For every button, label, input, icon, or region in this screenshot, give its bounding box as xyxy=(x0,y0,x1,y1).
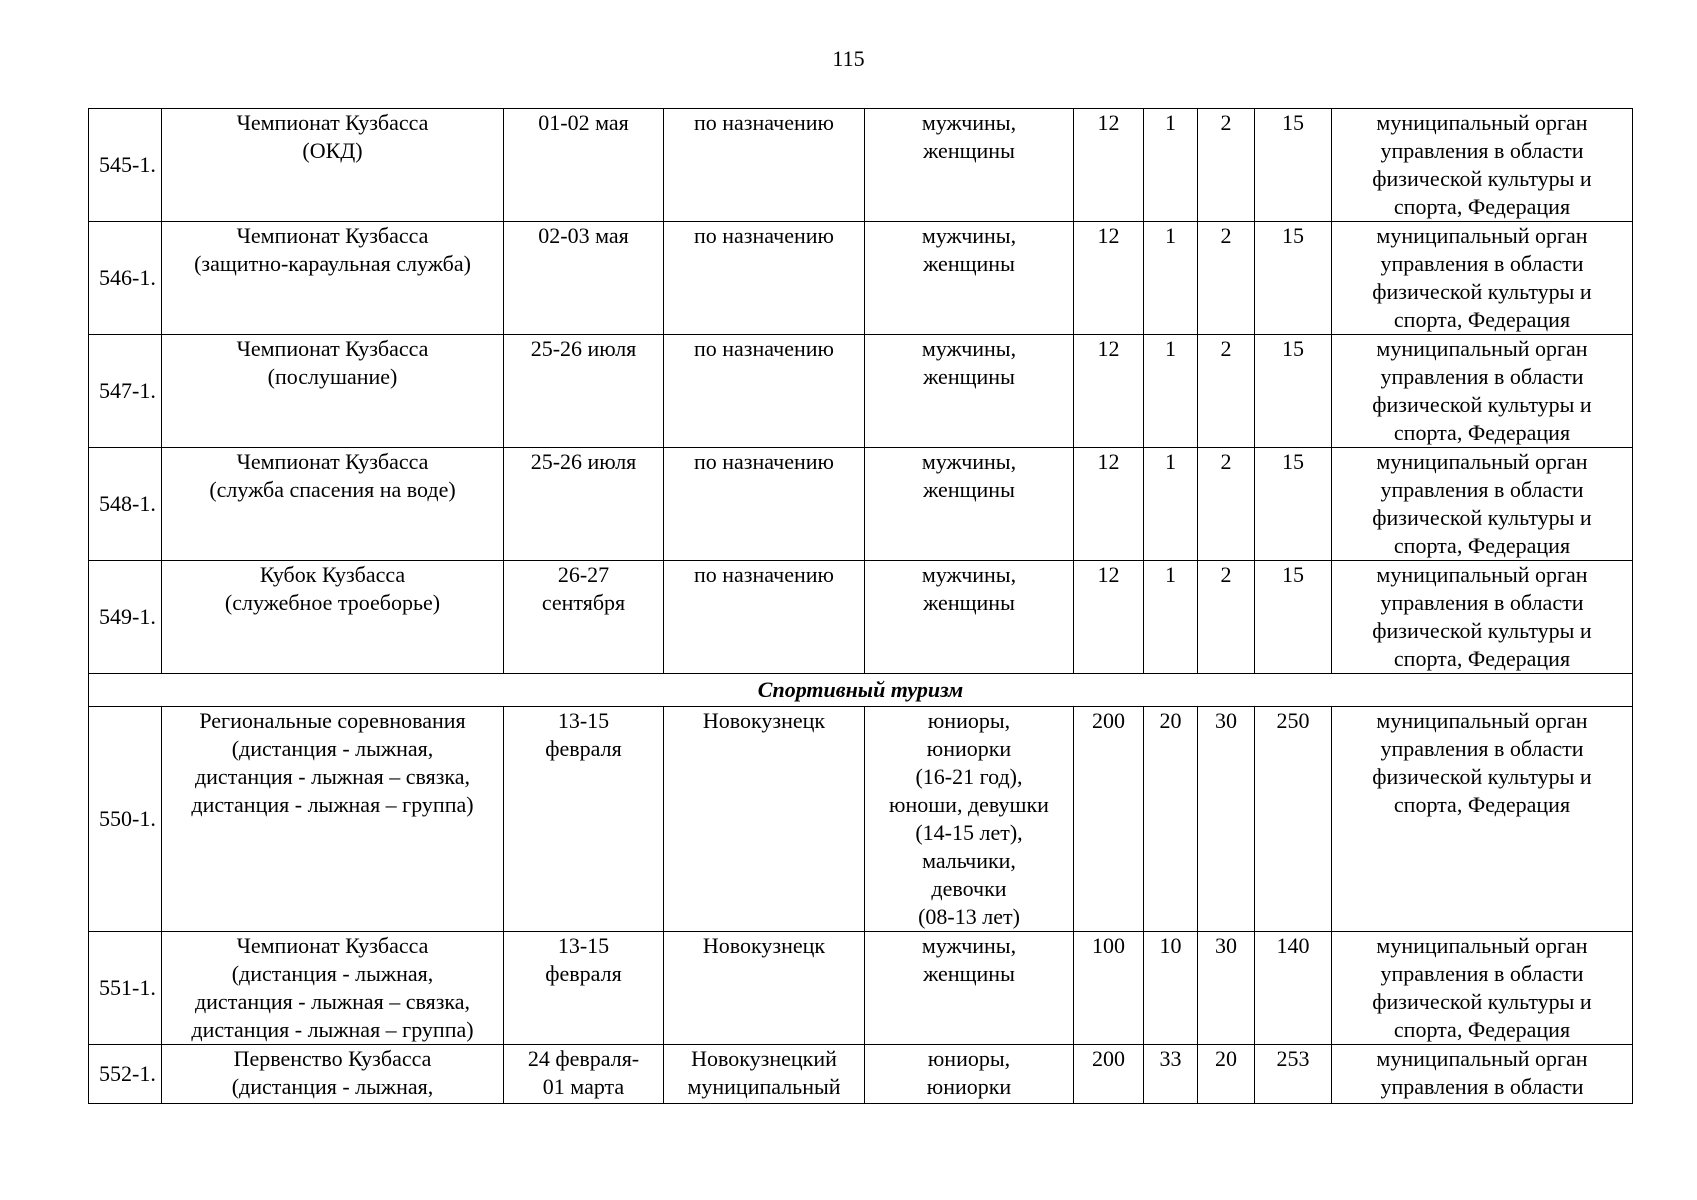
event-date xyxy=(504,448,664,561)
organizer-line: спорта, Федерация xyxy=(1393,533,1571,558)
table-row xyxy=(89,222,1633,335)
event-place xyxy=(664,707,865,932)
organizer xyxy=(1332,1045,1633,1104)
participants-line: женщины xyxy=(923,251,1015,276)
row-number: 549-1. xyxy=(89,561,162,674)
organizer-line: муниципальный орган xyxy=(1376,1046,1588,1071)
count-total: 15 xyxy=(1255,561,1332,674)
organizer-line: муниципальный орган xyxy=(1376,708,1588,733)
organizer-line: муниципальный орган xyxy=(1376,933,1588,958)
event-name-line: (защитно-караульная служба) xyxy=(194,251,471,276)
event-place xyxy=(664,109,865,222)
event-name xyxy=(162,109,504,222)
organizer-line: физической культуры и xyxy=(1372,989,1592,1014)
row-number: 547-1. xyxy=(89,335,162,448)
participants-line: юниорки xyxy=(926,736,1012,761)
event-date-line: 02-03 мая xyxy=(538,223,629,248)
organizer xyxy=(1332,335,1633,448)
organizer-line: спорта, Федерация xyxy=(1393,307,1571,332)
participants-line: (14-15 лет), xyxy=(915,820,1023,845)
event-date xyxy=(504,561,664,674)
participants xyxy=(865,1045,1074,1104)
event-place xyxy=(664,222,865,335)
organizer-line: муниципальный орган xyxy=(1376,336,1588,361)
participants-line: женщины xyxy=(923,477,1015,502)
section-title: Спортивный туризм xyxy=(89,674,1633,707)
event-date xyxy=(504,1045,664,1104)
event-place xyxy=(664,1045,865,1104)
participants xyxy=(865,932,1074,1045)
participants xyxy=(865,561,1074,674)
organizer-line: физической культуры и xyxy=(1372,392,1592,417)
participants-line: (08-13 лет) xyxy=(918,904,1020,929)
count-total: 15 xyxy=(1255,335,1332,448)
count-athletes: 12 xyxy=(1074,109,1144,222)
event-name-line: (послушание) xyxy=(267,364,398,389)
participants-line: женщины xyxy=(923,961,1015,986)
event-date xyxy=(504,707,664,932)
event-date xyxy=(504,109,664,222)
count-judges: 30 xyxy=(1198,932,1255,1045)
count-total: 140 xyxy=(1255,932,1332,1045)
table-row xyxy=(89,561,1633,674)
organizer-line: муниципальный орган xyxy=(1376,562,1588,587)
participants-line: женщины xyxy=(923,138,1015,163)
event-place xyxy=(664,448,865,561)
event-name xyxy=(162,932,504,1045)
organizer-line: физической культуры и xyxy=(1372,764,1592,789)
event-name-line: (дистанция - лыжная, xyxy=(231,961,434,986)
count-coaches: 1 xyxy=(1144,109,1198,222)
count-athletes: 100 xyxy=(1074,932,1144,1045)
organizer-line: управления в области xyxy=(1380,961,1584,986)
participants-line: мужчины, xyxy=(921,933,1017,958)
count-total: 250 xyxy=(1255,707,1332,932)
table-row xyxy=(89,1045,1633,1104)
participants-line: мужчины, xyxy=(921,110,1017,135)
event-name-line: Первенство Кузбасса xyxy=(233,1046,432,1071)
event-name xyxy=(162,1045,504,1104)
organizer-line: спорта, Федерация xyxy=(1393,646,1571,671)
event-name-line: (дистанция - лыжная, xyxy=(231,736,434,761)
count-coaches: 1 xyxy=(1144,448,1198,561)
organizer-line: управления в области xyxy=(1380,477,1584,502)
count-coaches: 10 xyxy=(1144,932,1198,1045)
organizer-line: муниципальный орган xyxy=(1376,110,1588,135)
organizer xyxy=(1332,932,1633,1045)
event-date-line: 13-15 xyxy=(557,708,610,733)
event-name-line: дистанция - лыжная – связка, xyxy=(194,764,471,789)
count-total: 15 xyxy=(1255,222,1332,335)
event-place xyxy=(664,561,865,674)
organizer-line: управления в области xyxy=(1380,251,1584,276)
participants xyxy=(865,707,1074,932)
count-total: 15 xyxy=(1255,448,1332,561)
page-number: 115 xyxy=(832,46,865,71)
row-number: 546-1. xyxy=(89,222,162,335)
row-number: 552-1. xyxy=(89,1045,162,1104)
event-place-line: муниципальный xyxy=(687,1074,841,1099)
organizer-line: муниципальный орган xyxy=(1376,449,1588,474)
participants-line: женщины xyxy=(923,590,1015,615)
participants-line: мужчины, xyxy=(921,336,1017,361)
count-judges: 2 xyxy=(1198,335,1255,448)
count-judges: 2 xyxy=(1198,561,1255,674)
count-athletes: 12 xyxy=(1074,448,1144,561)
event-name-line: (дистанция - лыжная, xyxy=(231,1074,434,1099)
count-coaches: 1 xyxy=(1144,561,1198,674)
event-name-line: дистанция - лыжная – группа) xyxy=(191,1017,474,1042)
event-name xyxy=(162,561,504,674)
events-table xyxy=(88,108,1633,1104)
count-judges: 20 xyxy=(1198,1045,1255,1104)
event-date-line: февраля xyxy=(545,961,622,986)
event-name-line: (служебное троеборье) xyxy=(224,590,441,615)
event-place-line: по назначению xyxy=(694,562,834,587)
event-name-line: Региональные соревнования xyxy=(199,708,466,733)
participants xyxy=(865,448,1074,561)
participants-line: мужчины, xyxy=(921,223,1017,248)
participants-line: мальчики, xyxy=(922,848,1016,873)
event-place-line: Новокузнецк xyxy=(702,933,826,958)
event-date xyxy=(504,932,664,1045)
organizer-line: управления в области xyxy=(1380,736,1584,761)
event-name-line: дистанция - лыжная – группа) xyxy=(191,792,474,817)
count-coaches: 1 xyxy=(1144,222,1198,335)
organizer xyxy=(1332,109,1633,222)
event-date-line: 01-02 мая xyxy=(538,110,629,135)
event-place-line: Новокузнецкий xyxy=(691,1046,837,1071)
row-number: 548-1. xyxy=(89,448,162,561)
organizer-line: управления в области xyxy=(1380,590,1584,615)
event-date-line: февраля xyxy=(545,736,622,761)
count-coaches: 1 xyxy=(1144,335,1198,448)
event-name xyxy=(162,707,504,932)
organizer xyxy=(1332,222,1633,335)
event-name-line: Чемпионат Кузбасса xyxy=(236,223,429,248)
participants xyxy=(865,222,1074,335)
count-total: 253 xyxy=(1255,1045,1332,1104)
count-athletes: 12 xyxy=(1074,335,1144,448)
organizer-line: управления в области xyxy=(1380,1074,1584,1099)
event-name-line: (служба спасения на воде) xyxy=(209,477,456,502)
event-name xyxy=(162,335,504,448)
organizer-line: спорта, Федерация xyxy=(1393,1017,1571,1042)
organizer-line: физической культуры и xyxy=(1372,166,1592,191)
event-place-line: по назначению xyxy=(694,223,834,248)
participants-line: юниоры, xyxy=(927,708,1011,733)
count-athletes: 200 xyxy=(1074,1045,1144,1104)
event-date-line: сентября xyxy=(541,590,626,615)
event-name-line: (ОКД) xyxy=(302,138,363,163)
event-place-line: по назначению xyxy=(694,449,834,474)
section-row xyxy=(89,674,1633,707)
event-place-line: по назначению xyxy=(694,336,834,361)
event-date-line: 01 марта xyxy=(542,1074,625,1099)
table-row xyxy=(89,109,1633,222)
count-judges: 2 xyxy=(1198,448,1255,561)
event-name-line: Чемпионат Кузбасса xyxy=(236,449,429,474)
count-judges: 30 xyxy=(1198,707,1255,932)
count-athletes: 200 xyxy=(1074,707,1144,932)
event-place xyxy=(664,932,865,1045)
organizer-line: управления в области xyxy=(1380,364,1584,389)
table-row xyxy=(89,448,1633,561)
participants xyxy=(865,335,1074,448)
participants-line: мужчины, xyxy=(921,562,1017,587)
count-total: 15 xyxy=(1255,109,1332,222)
count-coaches: 33 xyxy=(1144,1045,1198,1104)
participants-line: юноши, девушки xyxy=(889,792,1049,817)
event-name-line: Чемпионат Кузбасса xyxy=(236,110,429,135)
event-place-line: Новокузнецк xyxy=(702,708,826,733)
row-number: 550-1. xyxy=(89,707,162,932)
organizer-line: муниципальный орган xyxy=(1376,223,1588,248)
event-name-line: Чемпионат Кузбасса xyxy=(236,336,429,361)
event-name-line: Чемпионат Кузбасса xyxy=(236,933,429,958)
event-name xyxy=(162,448,504,561)
event-name xyxy=(162,222,504,335)
event-date-line: 13-15 xyxy=(557,933,610,958)
participants-line: юниоры, xyxy=(927,1046,1011,1071)
organizer-line: спорта, Федерация xyxy=(1393,792,1571,817)
event-place xyxy=(664,335,865,448)
count-judges: 2 xyxy=(1198,222,1255,335)
organizer xyxy=(1332,448,1633,561)
organizer-line: управления в области xyxy=(1380,138,1584,163)
event-date xyxy=(504,335,664,448)
event-date-line: 26-27 xyxy=(557,562,610,587)
participants xyxy=(865,109,1074,222)
participants-line: (16-21 год), xyxy=(915,764,1023,789)
event-name-line: дистанция - лыжная – связка, xyxy=(194,989,471,1014)
row-number: 545-1. xyxy=(89,109,162,222)
row-number: 551-1. xyxy=(89,932,162,1045)
table-row xyxy=(89,707,1633,932)
organizer-line: физической культуры и xyxy=(1372,279,1592,304)
event-place-line: по назначению xyxy=(694,110,834,135)
event-name-line: Кубок Кузбасса xyxy=(259,562,406,587)
organizer xyxy=(1332,707,1633,932)
count-athletes: 12 xyxy=(1074,561,1144,674)
table-row xyxy=(89,932,1633,1045)
event-date-line: 25-26 июля xyxy=(530,336,637,361)
participants-line: женщины xyxy=(923,364,1015,389)
event-date-line: 24 февраля- xyxy=(527,1046,640,1071)
participants-line: мужчины, xyxy=(921,449,1017,474)
event-date-line: 25-26 июля xyxy=(530,449,637,474)
event-date xyxy=(504,222,664,335)
count-athletes: 12 xyxy=(1074,222,1144,335)
table-row xyxy=(89,335,1633,448)
organizer-line: физической культуры и xyxy=(1372,505,1592,530)
organizer xyxy=(1332,561,1633,674)
organizer-line: спорта, Федерация xyxy=(1393,194,1571,219)
organizer-line: спорта, Федерация xyxy=(1393,420,1571,445)
count-judges: 2 xyxy=(1198,109,1255,222)
count-coaches: 20 xyxy=(1144,707,1198,932)
organizer-line: физической культуры и xyxy=(1372,618,1592,643)
participants-line: юниорки xyxy=(926,1074,1012,1099)
participants-line: девочки xyxy=(931,876,1007,901)
